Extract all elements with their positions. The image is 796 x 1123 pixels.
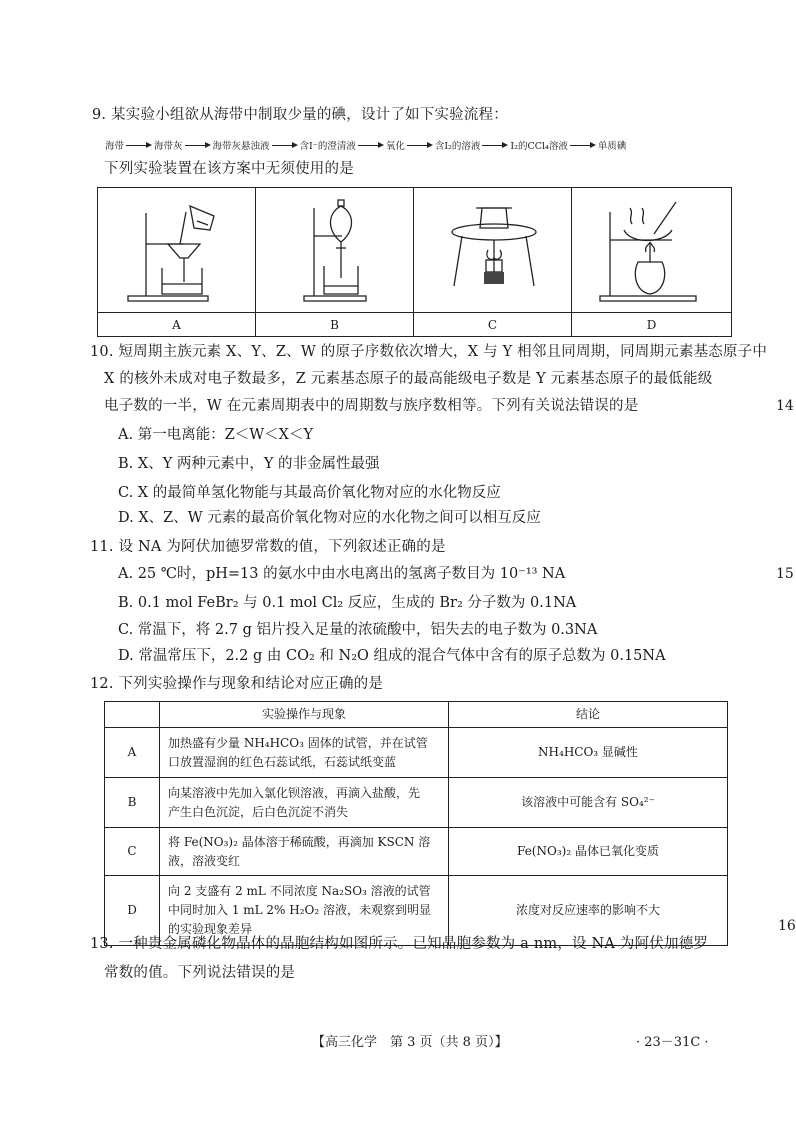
row-conclusion: 该溶液中可能含有 SO₄²⁻ bbox=[449, 778, 728, 828]
q10-line-3: 电子数的一半，W 在元素周期表中的周期数与族序数相等。下列有关说法错误的是 bbox=[104, 398, 639, 414]
row-label: A bbox=[105, 728, 160, 778]
apparatus-label-b: B bbox=[256, 313, 414, 337]
q13-line-2: 常数的值。下列说法错误的是 bbox=[104, 965, 296, 981]
q11-stem: 11. 设 NA 为阿伏加德罗常数的值，下列叙述正确的是 bbox=[90, 539, 446, 555]
row-operation-line: 的实验现象差异 bbox=[168, 922, 253, 936]
row-operation bbox=[160, 778, 449, 828]
row-operation-line: 向某溶液中先加入氯化钡溶液，再滴入盐酸，先 bbox=[168, 785, 421, 800]
row-operation-line: 中同时加入 1 mL 2% H₂O₂ 溶液，未观察到明显 bbox=[168, 903, 432, 917]
experiment-table bbox=[104, 701, 728, 946]
apparatus-crucible bbox=[414, 188, 572, 313]
arrow-icon bbox=[126, 141, 152, 149]
q12-stem: 12. 下列实验操作与现象和结论对应正确的是 bbox=[90, 676, 384, 692]
arrow-icon bbox=[185, 141, 211, 149]
row-operation-line: 液，溶液变红 bbox=[168, 853, 241, 868]
apparatus-table bbox=[97, 187, 732, 337]
flow-step-8: 单质碘 bbox=[597, 141, 627, 152]
separatory-funnel-icon bbox=[256, 188, 413, 308]
row-operation bbox=[160, 728, 449, 778]
apparatus-label-a: A bbox=[98, 313, 256, 337]
q11-option-d: D. 常温常压下，2.2 g 由 CO₂ 和 N₂O 组成的混合气体中含有的原子总数为 0.15NA bbox=[118, 648, 666, 664]
q10-option-a: A. 第一电离能：Z＜W＜X＜Y bbox=[118, 427, 314, 443]
q10-option-d: D. X、Z、W 元素的最高价氧化物对应的水化物之间可以相互反应 bbox=[118, 510, 541, 526]
arrow-icon bbox=[407, 141, 433, 149]
q9-stem: 9. 某实验小组欲从海带中制取少量的碘，设计了如下实验流程： bbox=[92, 107, 508, 123]
row-operation-line: 产生白色沉淀，后白色沉淀不消失 bbox=[168, 804, 349, 819]
q9-sub: 下列实验装置在该方案中无须使用的是 bbox=[104, 161, 354, 177]
flow-step-1: 海带 bbox=[105, 141, 125, 152]
apparatus-label-d: D bbox=[572, 313, 732, 337]
flow-step-5: 氧化 bbox=[385, 141, 405, 152]
row-operation-line: 加热盛有少量 NH₄HCO₃ 固体的试管，并在试管 bbox=[168, 735, 428, 750]
edge-number: 14 bbox=[776, 398, 794, 414]
table-row bbox=[105, 828, 728, 876]
apparatus-separatory-funnel bbox=[256, 188, 414, 313]
row-operation-line: 口放置湿润的红色石蕊试纸，石蕊试纸变蓝 bbox=[168, 754, 397, 769]
q10-line-2: X 的核外未成对电子数最多，Z 元素基态原子的最高能级电子数是 Y 元素基态原子的最低能级 bbox=[104, 371, 713, 387]
q10-line-1: 10. 短周期主族元素 X、Y、Z、W 的原子序数依次增大，X 与 Y 相邻且同周期，同周期元素基态原子中 bbox=[90, 344, 768, 360]
row-label: B bbox=[105, 778, 160, 828]
row-conclusion: Fe(NO₃)₂ 晶体已氧化变质 bbox=[449, 828, 728, 876]
table-header-conclusion: 结论 bbox=[449, 702, 728, 728]
apparatus-label-c: C bbox=[414, 313, 572, 337]
table-row bbox=[105, 778, 728, 828]
row-operation bbox=[160, 828, 449, 876]
q10-option-b: B. X、Y 两种元素中，Y 的非金属性最强 bbox=[118, 456, 380, 472]
footer-code: · 23－31C · bbox=[636, 1035, 709, 1050]
edge-number: 16 bbox=[778, 918, 796, 934]
row-label: C bbox=[105, 828, 160, 876]
apparatus-evaporation bbox=[572, 188, 732, 313]
table-row bbox=[105, 728, 728, 778]
q13-line-1: 13. 一种贵金属磷化物晶体的晶胞结构如图所示。已知晶胞参数为 a nm，设 NA 为阿伏加德罗 bbox=[90, 936, 709, 952]
flow-step-7: I₂的CCl₄溶液 bbox=[510, 141, 568, 152]
row-conclusion: 浓度对反应速率的影响不大 bbox=[449, 876, 728, 946]
arrow-icon bbox=[358, 141, 384, 149]
row-conclusion: NH₄HCO₃ 显碱性 bbox=[449, 728, 728, 778]
q11-option-a: A. 25 ℃时，pH=13 的氨水中由水电离出的氢离子数目为 10⁻¹³ NA bbox=[118, 566, 566, 582]
flow-step-4: 含I⁻的澄清液 bbox=[299, 141, 356, 152]
q11-option-c: C. 常温下，将 2.7 g 铝片投入足量的浓硫酸中，铝失去的电子数为 0.3NA bbox=[118, 622, 598, 638]
crucible-heating-icon bbox=[414, 188, 571, 308]
q9-flow bbox=[105, 138, 626, 152]
row-operation-line: 将 Fe(NO₃)₂ 晶体溶于稀硫酸，再滴加 KSCN 溶 bbox=[168, 834, 431, 849]
q10-option-c: C. X 的最简单氢化物能与其最高价氧化物对应的水化物反应 bbox=[118, 485, 501, 501]
flow-step-2: 海带灰 bbox=[154, 141, 183, 152]
flow-step-3: 海带灰悬浊液 bbox=[212, 141, 270, 152]
footer-page-info: 【高三化学 第 3 页（共 8 页）】 bbox=[312, 1035, 508, 1050]
row-label: D bbox=[105, 876, 160, 946]
flow-step-6: 含I₂的溶液 bbox=[434, 141, 481, 152]
arrow-icon bbox=[272, 141, 298, 149]
q11-option-b: B. 0.1 mol FeBr₂ 与 0.1 mol Cl₂ 反应，生成的 Br₂ 分子数为 0.1NA bbox=[118, 595, 577, 611]
table-header-operation: 实验操作与现象 bbox=[160, 702, 449, 728]
table-header-blank bbox=[105, 702, 160, 728]
arrow-icon bbox=[570, 141, 596, 149]
apparatus-filtration bbox=[98, 188, 256, 313]
row-operation-line: 向 2 支盛有 2 mL 不同浓度 Na₂SO₃ 溶液的试管 bbox=[168, 884, 431, 898]
arrow-icon bbox=[482, 141, 508, 149]
evaporating-dish-icon bbox=[572, 188, 731, 308]
edge-number: 15 bbox=[776, 566, 794, 582]
filtration-apparatus-icon bbox=[98, 188, 255, 308]
